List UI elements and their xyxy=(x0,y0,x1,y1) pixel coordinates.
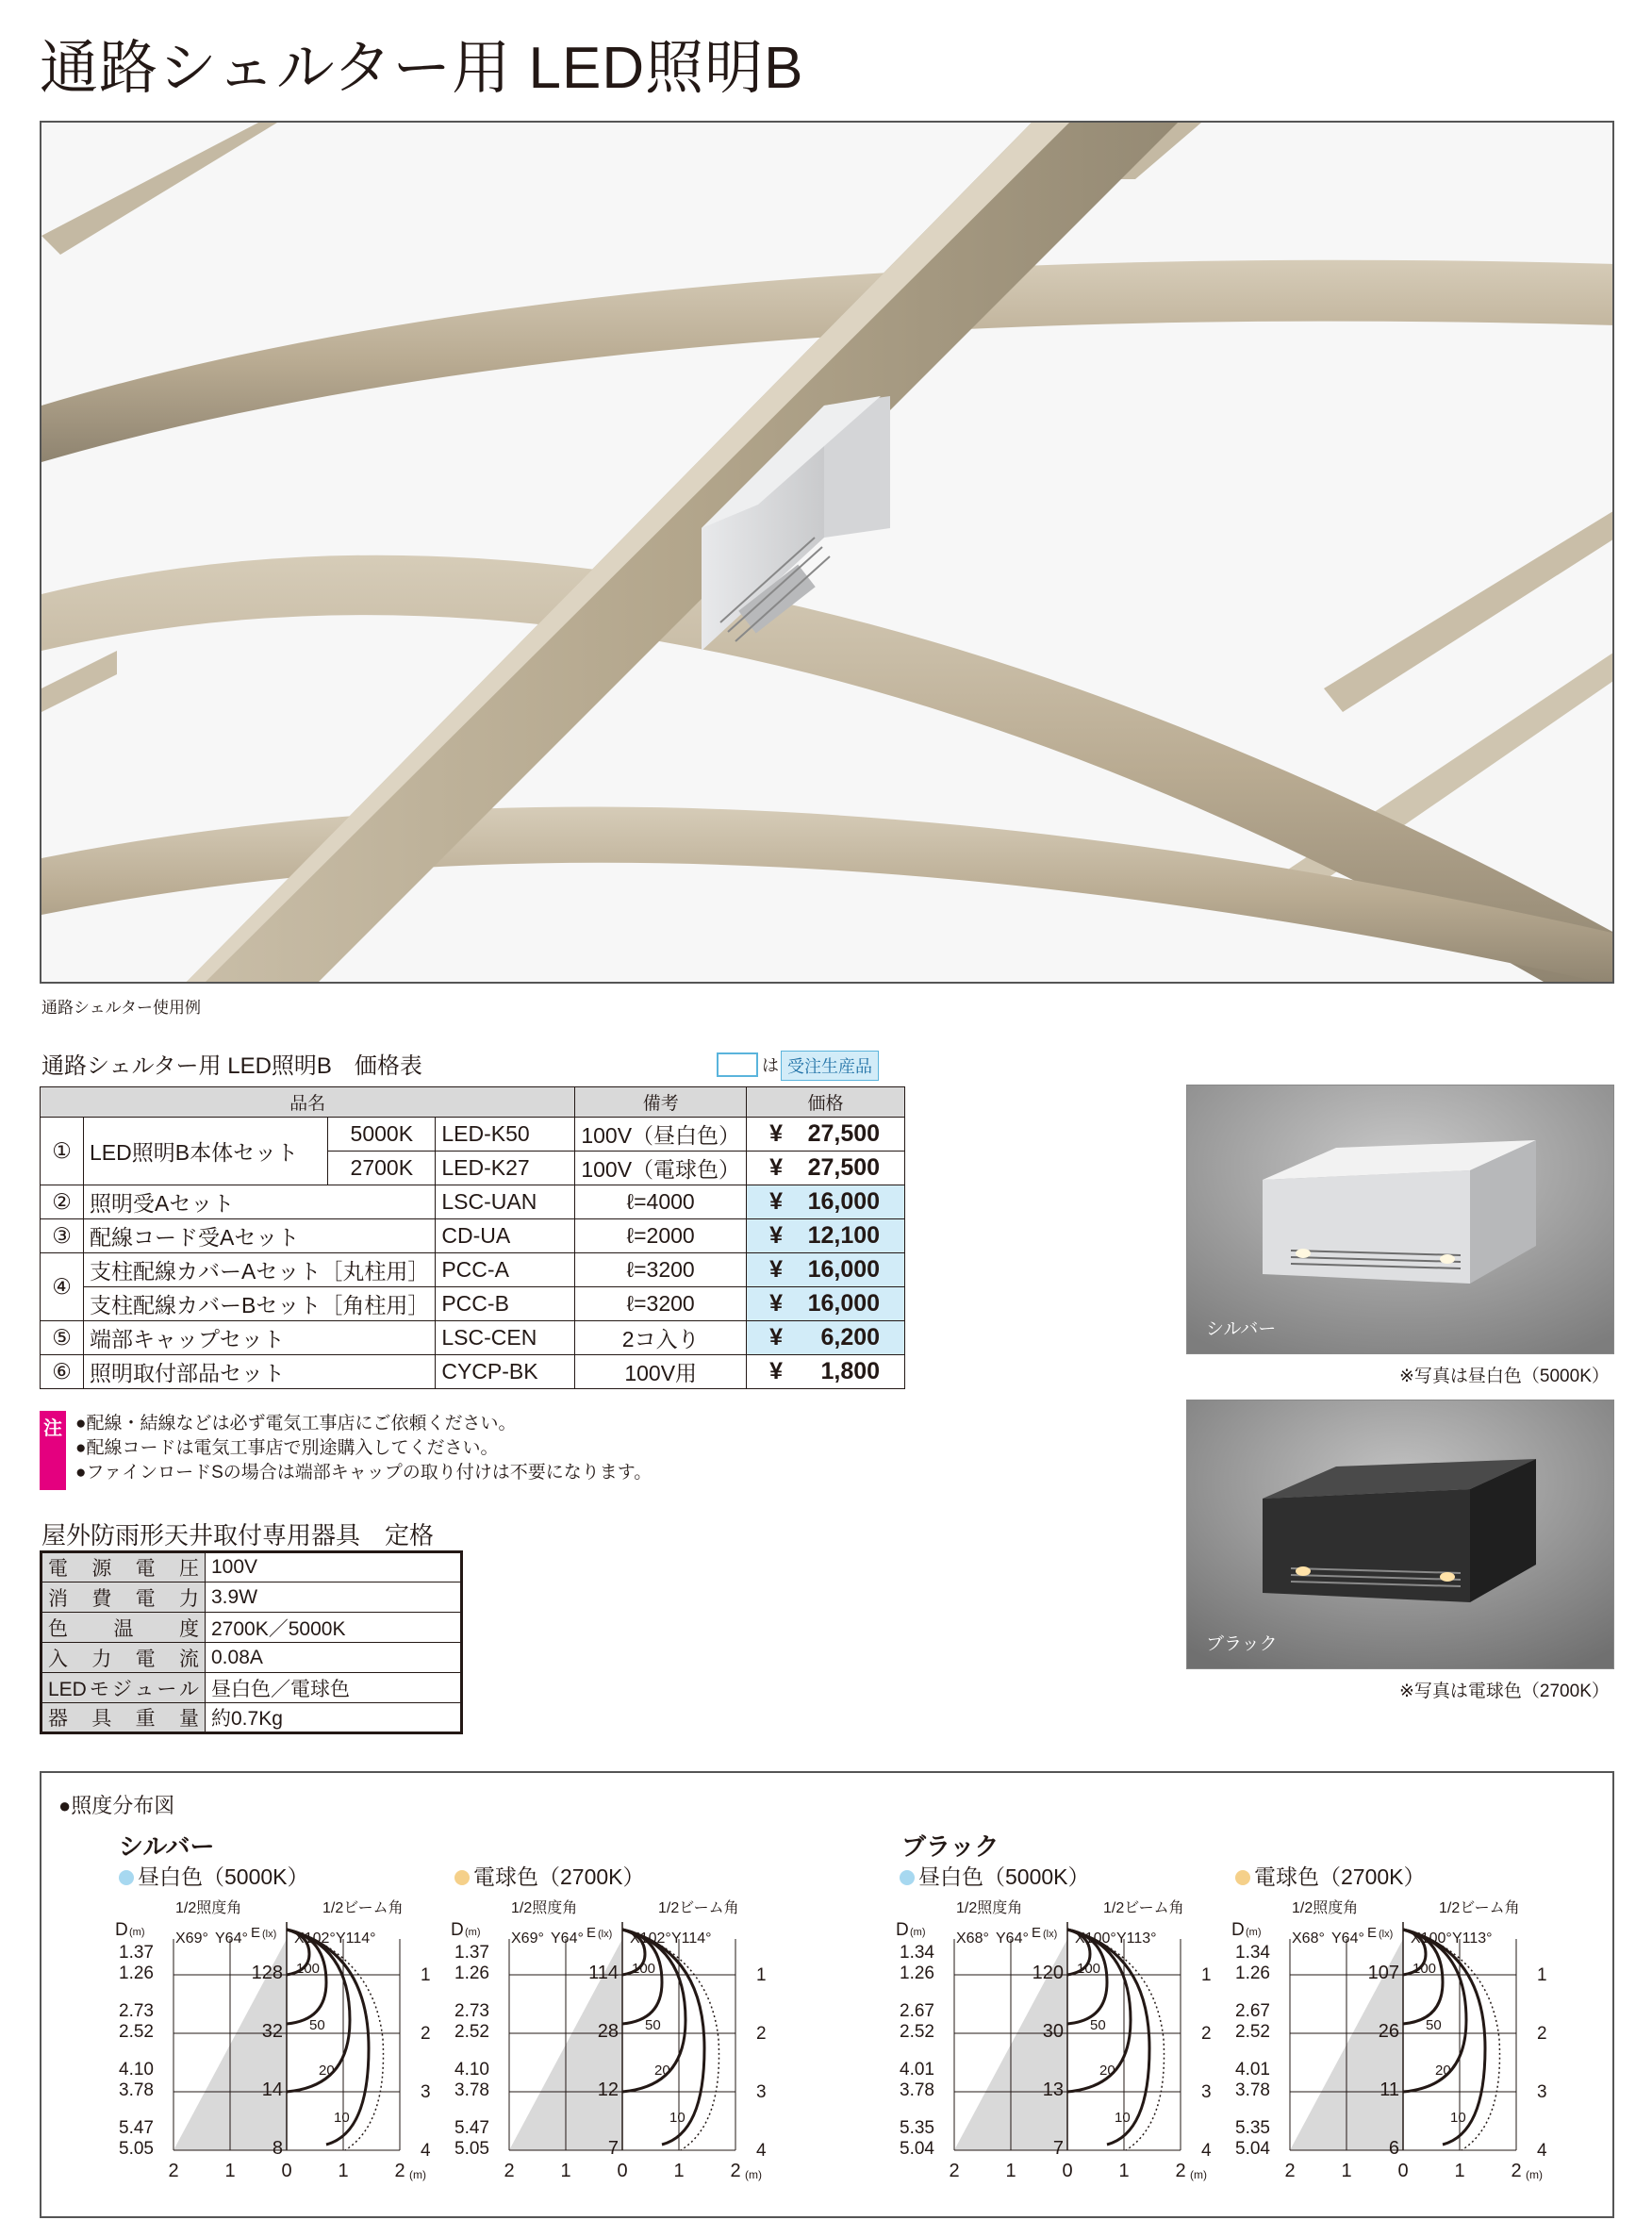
item-price: ¥ 27,500 xyxy=(747,1118,905,1152)
x-angle-label: X68° xyxy=(1292,1930,1325,1947)
half-beam-angle-label: 1/2ビーム角 xyxy=(658,1900,739,1916)
half-beam-angle-label: 1/2ビーム角 xyxy=(1439,1900,1520,1916)
illuminance-value: 12 xyxy=(597,2080,619,2100)
d-axis-unit: (m) xyxy=(910,1927,926,1938)
price-table xyxy=(40,1086,905,1389)
distance-value-upper: 2.73 xyxy=(119,2001,154,2021)
spec-label: 入力電流 xyxy=(41,1643,206,1673)
contour-value: 50 xyxy=(1426,2017,1442,2033)
illuminance-value: 32 xyxy=(261,2021,283,2042)
x-tick-label: 1 xyxy=(1454,2161,1465,2181)
right-tick-label: 1 xyxy=(756,1965,767,1985)
beam-x-angle-label: X102° xyxy=(630,1930,671,1947)
illuminance-value: 128 xyxy=(251,1963,283,1983)
spec-label: 消費電力 xyxy=(41,1582,206,1613)
illuminance-value: 30 xyxy=(1042,2021,1064,2042)
contour-value: 50 xyxy=(645,2017,661,2033)
distance-value-lower: 3.78 xyxy=(119,2080,154,2100)
contour-value: 20 xyxy=(654,2063,670,2079)
item-note: ℓ=4000 xyxy=(575,1185,747,1219)
silver-label: シルバー xyxy=(1206,1319,1277,1339)
header-note: 備考 xyxy=(575,1087,747,1118)
x-axis-unit: (m) xyxy=(1526,2168,1543,2181)
distance-value-upper: 2.73 xyxy=(454,2001,489,2021)
beam-x-angle-label: X102° xyxy=(294,1930,336,1947)
contour-value: 10 xyxy=(669,2110,686,2126)
item-code: PCC-A xyxy=(436,1253,575,1287)
item-name: LED照明B本体セット xyxy=(84,1118,328,1185)
header-price: 価格 xyxy=(747,1087,905,1118)
black-label: ブラック xyxy=(1206,1634,1278,1654)
item-price: ¥ 16,000 xyxy=(747,1253,905,1287)
page-title: 通路シェルター用 LED照明B xyxy=(40,36,804,101)
contour-value: 100 xyxy=(296,1961,321,1977)
row-number: ③ xyxy=(41,1219,84,1253)
illuminance-value: 6 xyxy=(1388,2138,1399,2159)
x-tick-label: 2 xyxy=(504,2161,515,2181)
color-dot-icon xyxy=(119,1870,134,1885)
silver-caption: ※写真は昼白色（5000K） xyxy=(1399,1367,1610,1386)
contour-value: 10 xyxy=(1450,2110,1466,2126)
spec-label: 器具重量 xyxy=(41,1703,206,1733)
contour-value: 20 xyxy=(319,2063,335,2079)
d-axis-unit: (m) xyxy=(1246,1927,1262,1938)
half-beam-angle-label: 1/2ビーム角 xyxy=(322,1900,404,1916)
item-name: 配線コード受Aセット xyxy=(84,1219,436,1253)
item-code: LSC-CEN xyxy=(436,1321,575,1355)
contour-value: 100 xyxy=(632,1961,656,1977)
lux-label: E xyxy=(1032,1925,1042,1941)
table-row xyxy=(41,1321,905,1355)
x-tick-label: 0 xyxy=(281,2161,292,2181)
distance-value-upper: 1.34 xyxy=(1235,1943,1270,1963)
x-tick-label: 1 xyxy=(1341,2161,1352,2181)
contour-value: 50 xyxy=(1090,2017,1106,2033)
item-name: 照明取付部品セット xyxy=(84,1355,436,1389)
x-tick-label: 2 xyxy=(1284,2161,1296,2181)
right-tick-label: 4 xyxy=(421,2141,431,2161)
illuminance-value: 28 xyxy=(597,2021,619,2042)
item-price: ¥ 16,000 xyxy=(747,1185,905,1219)
chart-subtitle-text: 昼白色（5000K） xyxy=(918,1864,1090,1889)
distance-value-upper: 2.67 xyxy=(1235,2001,1270,2021)
color-dot-icon xyxy=(900,1870,915,1885)
lux-label: E xyxy=(1367,1925,1378,1941)
chart-subtitle xyxy=(900,1860,1090,1891)
hero-caption: 通路シェルター使用例 xyxy=(41,999,201,1017)
d-axis-unit: (m) xyxy=(465,1927,481,1938)
illuminance-chart xyxy=(843,1897,1212,2209)
item-name: 端部キャップセット xyxy=(84,1321,436,1355)
row-number: ① xyxy=(41,1118,84,1185)
distance-value-upper: 1.34 xyxy=(900,1943,934,1963)
x-tick-label: 2 xyxy=(394,2161,405,2181)
illuminance-value: 7 xyxy=(607,2138,619,2159)
item-code: LSC-UAN xyxy=(436,1185,575,1219)
right-tick-label: 3 xyxy=(1201,2082,1212,2102)
x-tick-label: 1 xyxy=(1118,2161,1130,2181)
right-tick-label: 1 xyxy=(1537,1965,1547,1985)
x-tick-label: 1 xyxy=(1005,2161,1016,2181)
distance-value-lower: 3.78 xyxy=(454,2080,489,2100)
beam-y-angle-label: Y114° xyxy=(671,1930,712,1947)
illuminance-value: 114 xyxy=(588,1963,619,1983)
distance-value-upper: 4.10 xyxy=(454,2060,489,2080)
distance-value-upper: 4.10 xyxy=(119,2060,154,2080)
table-row xyxy=(41,1118,905,1152)
spec-table xyxy=(40,1550,463,1734)
half-illum-angle-label: 1/2照度角 xyxy=(175,1900,242,1916)
right-tick-label: 4 xyxy=(1201,2141,1212,2161)
x-tick-label: 1 xyxy=(224,2161,236,2181)
distance-value-lower: 1.26 xyxy=(900,1964,934,1983)
illuminance-diagram xyxy=(62,1897,431,2199)
lux-label: E xyxy=(586,1925,597,1941)
distance-value-lower: 3.78 xyxy=(900,2080,934,2100)
x-tick-label: 0 xyxy=(617,2161,628,2181)
price-table-header xyxy=(41,1087,905,1118)
header-name: 品名 xyxy=(41,1087,575,1118)
group-silver: シルバー xyxy=(119,1832,215,1861)
contour-value: 100 xyxy=(1077,1961,1101,1977)
item-note: ℓ=2000 xyxy=(575,1219,747,1253)
distance-value-lower: 5.05 xyxy=(119,2139,154,2159)
note-line: ●配線コードは電気工事店で別途購入してください。 xyxy=(75,1438,499,1458)
illuminance-value: 7 xyxy=(1052,2138,1064,2159)
item-variant: 5000K xyxy=(328,1118,436,1152)
note-line: ●ファインロードSの場合は端部キャップの取り付けは不要になります。 xyxy=(75,1463,653,1483)
contour-value: 100 xyxy=(1412,1961,1437,1977)
hero-photo xyxy=(40,121,1614,984)
item-code: CD-UA xyxy=(436,1219,575,1253)
table-row xyxy=(41,1253,905,1287)
illuminance-chart xyxy=(398,1897,767,2209)
item-price: ¥ 27,500 xyxy=(747,1152,905,1185)
right-tick-label: 4 xyxy=(1537,2141,1547,2161)
row-number: ⑤ xyxy=(41,1321,84,1355)
right-tick-label: 4 xyxy=(756,2141,767,2161)
half-illum-angle-label: 1/2照度角 xyxy=(1292,1900,1359,1916)
beam-x-angle-label: X100° xyxy=(1411,1930,1452,1947)
distance-value-lower: 5.04 xyxy=(1235,2139,1270,2159)
item-note: 100V（電球色） xyxy=(575,1152,747,1185)
chart-subtitle-text: 電球色（2700K） xyxy=(473,1864,645,1889)
distance-value-upper: 4.01 xyxy=(900,2060,934,2080)
item-price: ¥ 1,800 xyxy=(747,1355,905,1389)
right-tick-label: 3 xyxy=(1537,2082,1547,2102)
distance-value-lower: 2.52 xyxy=(119,2022,154,2042)
distance-value-upper: 4.01 xyxy=(1235,2060,1270,2080)
contour-value: 10 xyxy=(334,2110,350,2126)
black-caption: ※写真は電球色（2700K） xyxy=(1399,1682,1610,1701)
beam-x-angle-label: X100° xyxy=(1075,1930,1116,1947)
d-axis-label: D xyxy=(115,1920,128,1940)
illuminance-value: 13 xyxy=(1042,2080,1064,2100)
distance-value-lower: 5.04 xyxy=(900,2139,934,2159)
distance-value-upper: 1.37 xyxy=(119,1943,154,1963)
illuminance-value: 107 xyxy=(1367,1963,1399,1983)
x-tick-label: 2 xyxy=(730,2161,741,2181)
y-angle-label: Y64° xyxy=(215,1930,248,1947)
spec-value: 100V xyxy=(206,1552,462,1582)
distance-value-lower: 2.52 xyxy=(454,2022,489,2042)
note-line: ●配線・結線などは必ず電気工事店にご依頼ください。 xyxy=(75,1414,517,1433)
item-code: LED-K27 xyxy=(436,1152,575,1185)
table-row xyxy=(41,1582,462,1613)
distribution-title: ●照度分布図 xyxy=(58,1794,175,1817)
half-illum-angle-label: 1/2照度角 xyxy=(511,1900,578,1916)
distance-value-lower: 1.26 xyxy=(454,1964,489,1983)
y-angle-label: Y64° xyxy=(551,1930,584,1947)
made-to-order-swatch xyxy=(717,1052,758,1077)
chart-subtitle-text: 電球色（2700K） xyxy=(1254,1864,1426,1889)
chart-subtitle xyxy=(119,1860,309,1891)
lux-unit: (lx) xyxy=(598,1929,613,1940)
lux-unit: (lx) xyxy=(262,1929,277,1940)
distance-value-upper: 5.47 xyxy=(454,2118,489,2138)
spec-value: 約0.7Kg xyxy=(206,1703,462,1733)
item-price: ¥ 6,200 xyxy=(747,1321,905,1355)
illuminance-value: 11 xyxy=(1379,2080,1399,2100)
contour-value: 50 xyxy=(309,2017,325,2033)
right-tick-label: 2 xyxy=(421,2024,431,2044)
spec-value: 昼白色／電球色 xyxy=(206,1673,462,1703)
spec-label: 電源電圧 xyxy=(41,1552,206,1582)
right-tick-label: 1 xyxy=(1201,1965,1212,1985)
distance-value-upper: 1.37 xyxy=(454,1943,489,1963)
made-to-order-label: 受注生産品 xyxy=(781,1051,879,1081)
half-illum-angle-label: 1/2照度角 xyxy=(956,1900,1023,1916)
right-tick-label: 2 xyxy=(1201,2024,1212,2044)
x-tick-label: 2 xyxy=(1175,2161,1186,2181)
illuminance-value: 14 xyxy=(261,2080,283,2100)
x-axis-unit: (m) xyxy=(409,2168,426,2181)
y-angle-label: Y64° xyxy=(996,1930,1029,1947)
d-axis-label: D xyxy=(1231,1920,1245,1940)
table-row xyxy=(41,1552,462,1582)
x-tick-label: 1 xyxy=(338,2161,349,2181)
right-tick-label: 3 xyxy=(421,2082,431,2102)
item-note: ℓ=3200 xyxy=(575,1253,747,1287)
illuminance-diagram xyxy=(1179,1897,1547,2199)
chart-subtitle-text: 昼白色（5000K） xyxy=(138,1864,309,1889)
table-row xyxy=(41,1355,905,1389)
item-note: 100V（昼白色） xyxy=(575,1118,747,1152)
item-code: CYCP-BK xyxy=(436,1355,575,1389)
right-tick-label: 3 xyxy=(756,2082,767,2102)
illuminance-diagram xyxy=(398,1897,767,2199)
note-tag: 注 xyxy=(40,1411,66,1490)
contour-value: 20 xyxy=(1099,2063,1115,2079)
spec-label: 色温度 xyxy=(41,1613,206,1643)
illuminance-diagram xyxy=(843,1897,1212,2199)
beam-y-angle-label: Y113° xyxy=(1452,1930,1493,1947)
legend-text: は xyxy=(762,1056,779,1075)
item-note: 2コ入り xyxy=(575,1321,747,1355)
distance-value-lower: 3.78 xyxy=(1235,2080,1270,2100)
item-code: LED-K50 xyxy=(436,1118,575,1152)
right-tick-label: 2 xyxy=(1537,2024,1547,2044)
x-angle-label: X68° xyxy=(956,1930,989,1947)
right-tick-label: 1 xyxy=(421,1965,431,1985)
lux-unit: (lx) xyxy=(1379,1929,1394,1940)
item-note: 100V用 xyxy=(575,1355,747,1389)
d-axis-label: D xyxy=(451,1920,464,1940)
lux-label: E xyxy=(251,1925,261,1941)
spec-value: 3.9W xyxy=(206,1582,462,1613)
item-name: 照明受Aセット xyxy=(84,1185,436,1219)
x-axis-unit: (m) xyxy=(745,2168,762,2181)
illuminance-chart xyxy=(1179,1897,1547,2209)
item-name: 支柱配線カバーBセット［角柱用］ xyxy=(84,1287,436,1321)
x-axis-unit: (m) xyxy=(1190,2168,1207,2181)
table-row xyxy=(41,1613,462,1643)
x-tick-label: 1 xyxy=(560,2161,571,2181)
x-angle-label: X69° xyxy=(511,1930,544,1947)
table-row xyxy=(41,1219,905,1253)
contour-value: 10 xyxy=(1115,2110,1131,2126)
distance-value-lower: 2.52 xyxy=(900,2022,934,2042)
black-product-photo xyxy=(1186,1400,1614,1669)
row-number: ② xyxy=(41,1185,84,1219)
beam-y-angle-label: Y114° xyxy=(336,1930,376,1947)
item-name: 支柱配線カバーAセット［丸柱用］ xyxy=(84,1253,436,1287)
color-dot-icon xyxy=(454,1870,470,1885)
x-tick-label: 1 xyxy=(673,2161,685,2181)
item-price: ¥ 16,000 xyxy=(747,1287,905,1321)
spec-label: LEDモジュール xyxy=(41,1673,206,1703)
d-axis-unit: (m) xyxy=(129,1927,145,1938)
distance-value-upper: 2.67 xyxy=(900,2001,934,2021)
x-tick-label: 2 xyxy=(949,2161,960,2181)
distance-value-lower: 1.26 xyxy=(119,1964,154,1983)
distance-value-upper: 5.35 xyxy=(900,2118,934,2138)
item-note: ℓ=3200 xyxy=(575,1287,747,1321)
illuminance-value: 8 xyxy=(272,2138,283,2159)
distance-value-lower: 5.05 xyxy=(454,2139,489,2159)
table-row xyxy=(41,1287,905,1321)
group-black: ブラック xyxy=(901,1832,999,1861)
table-row xyxy=(41,1703,462,1733)
item-price: ¥ 12,100 xyxy=(747,1219,905,1253)
spec-value: 0.08A xyxy=(206,1643,462,1673)
beam-y-angle-label: Y113° xyxy=(1116,1930,1157,1947)
table-row xyxy=(41,1673,462,1703)
distance-value-lower: 1.26 xyxy=(1235,1964,1270,1983)
item-code: PCC-B xyxy=(436,1287,575,1321)
spec-value: 2700K／5000K xyxy=(206,1613,462,1643)
contour-value: 20 xyxy=(1435,2063,1451,2079)
spec-table-title: 屋外防雨形天井取付専用器具 定格 xyxy=(41,1521,435,1549)
d-axis-label: D xyxy=(896,1920,909,1940)
table-row xyxy=(41,1185,905,1219)
item-variant: 2700K xyxy=(328,1152,436,1185)
silver-product-photo xyxy=(1186,1085,1614,1354)
row-number: ⑥ xyxy=(41,1355,84,1389)
shelter-illustration xyxy=(41,123,1614,984)
chart-subtitle xyxy=(1235,1860,1426,1891)
distance-value-lower: 2.52 xyxy=(1235,2022,1270,2042)
illuminance-value: 120 xyxy=(1032,1963,1064,1983)
color-dot-icon xyxy=(1235,1870,1250,1885)
chart-subtitle xyxy=(454,1860,645,1891)
distance-value-upper: 5.47 xyxy=(119,2118,154,2138)
lux-unit: (lx) xyxy=(1043,1929,1058,1940)
x-tick-label: 2 xyxy=(1511,2161,1522,2181)
table-row xyxy=(41,1643,462,1673)
right-tick-label: 2 xyxy=(756,2024,767,2044)
x-angle-label: X69° xyxy=(175,1930,208,1947)
x-tick-label: 2 xyxy=(168,2161,179,2181)
half-beam-angle-label: 1/2ビーム角 xyxy=(1103,1900,1184,1916)
illuminance-chart xyxy=(62,1897,431,2209)
distance-value-upper: 5.35 xyxy=(1235,2118,1270,2138)
price-table-title: 通路シェルター用 LED照明B 価格表 xyxy=(41,1053,422,1079)
illuminance-value: 26 xyxy=(1378,2021,1399,2042)
row-number: ④ xyxy=(41,1253,84,1321)
x-tick-label: 0 xyxy=(1062,2161,1073,2181)
y-angle-label: Y64° xyxy=(1331,1930,1364,1947)
x-tick-label: 0 xyxy=(1397,2161,1409,2181)
